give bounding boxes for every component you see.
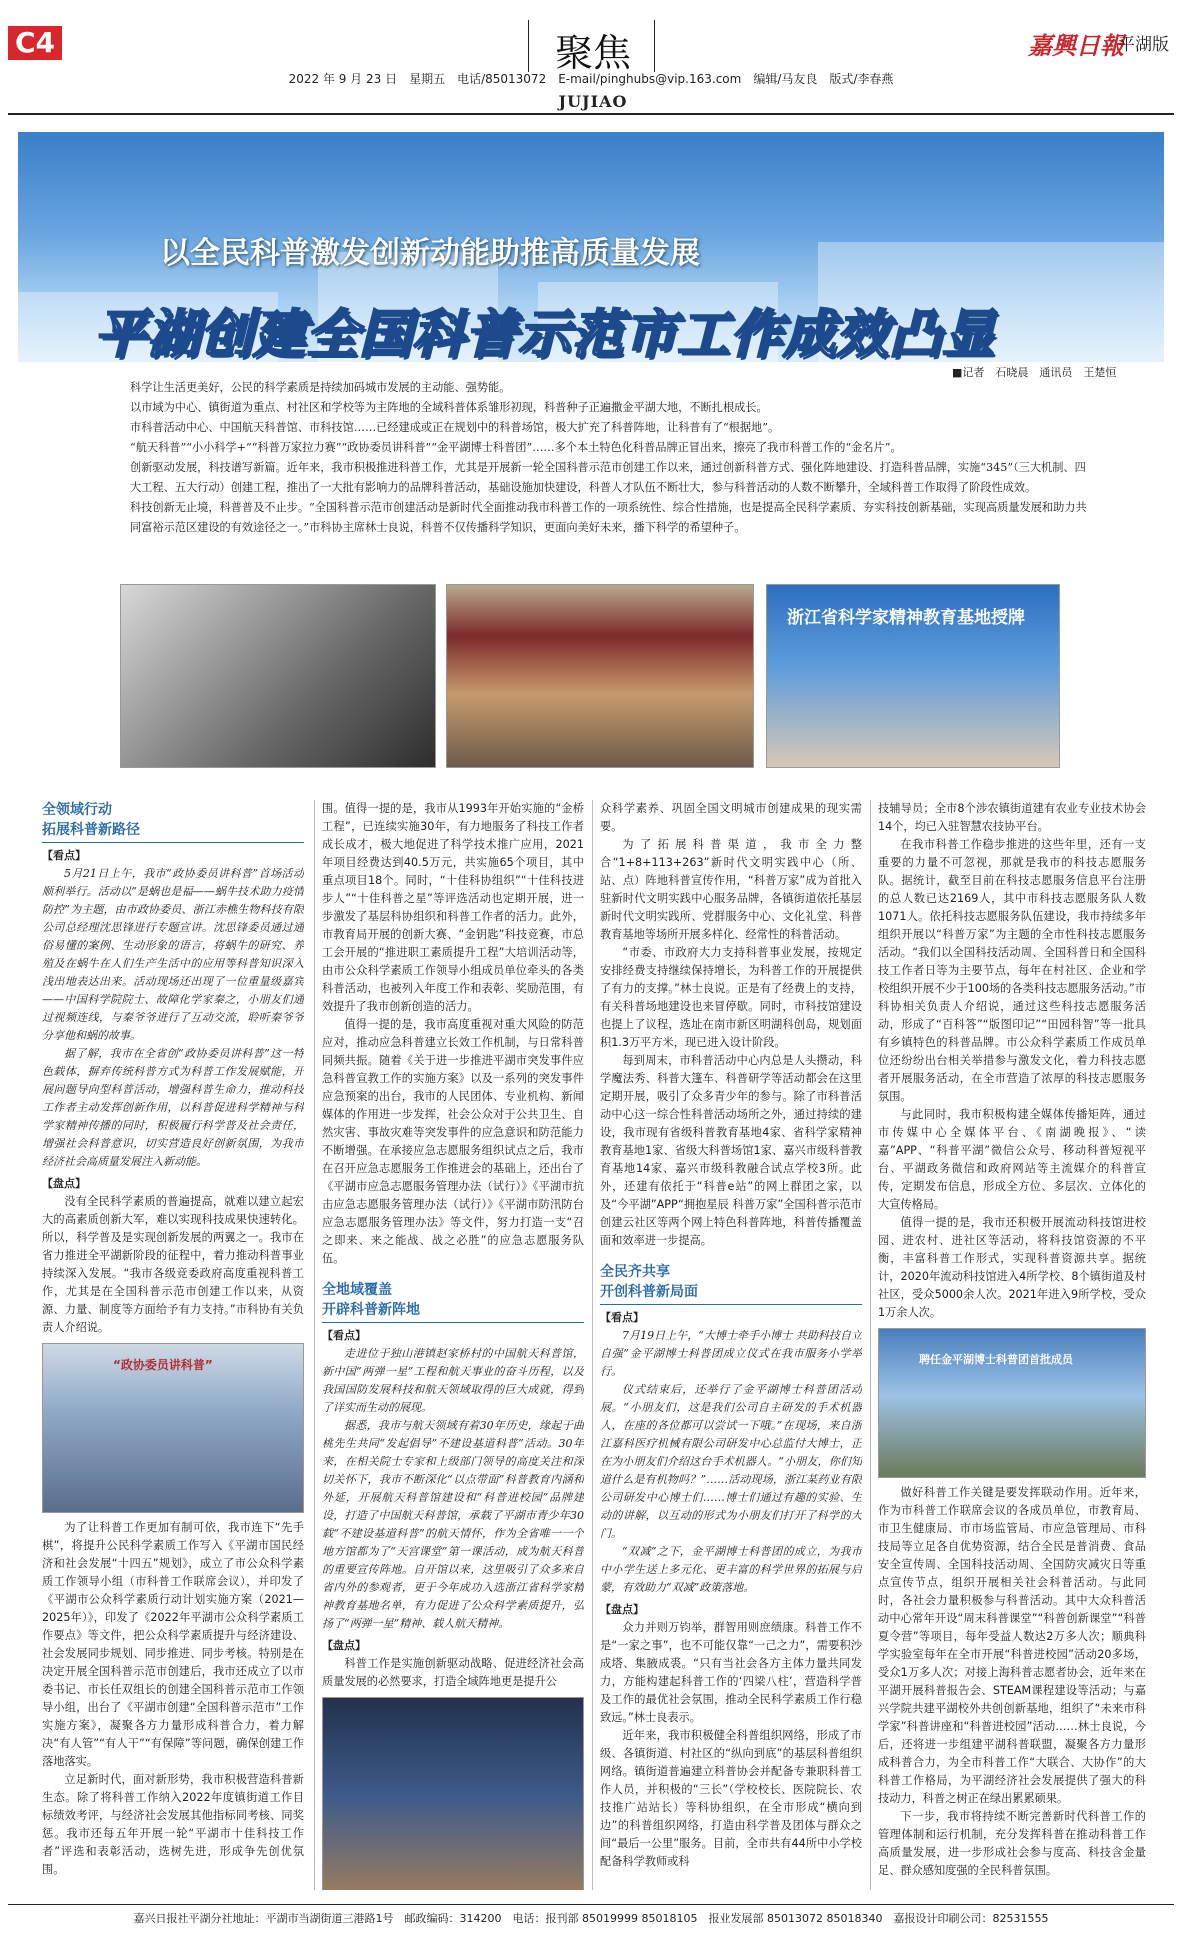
paragraph: 下一步，我市将持续不断完善新时代科普工作的管理体制和运行机制，充分发挥科普在推动科普工作高质量发展，进一步形成社会参与度高、科技含金量足、群众感知度强的全民科普氛围。 [878,1810,1146,1877]
photo-space-museum [322,1697,584,1890]
footer-info: 嘉兴日报社平湖分社地址：平湖市当湖街道三港路1号 邮政编码：314200 电话：报刊部 85019999 85018105 报业发展部 85013072 85018340 嘉报设计印刷公司：82531555 [133,1912,1049,1925]
subhead-line1: 全领域行动 [42,802,112,818]
section-name: 聚焦 [554,31,631,75]
column-2 [322,800,584,1890]
intro-paragraph: 科技创新无止境，科普普及不止步。“全国科普示范市创建活动是新时代全面推动我市科普工作的一项系统性、综合性措施，也是提高全民科学素质、夯实科技创新基础，实现高质量发展和助力共同富裕示范区建设的有效途径之一。”市科协主席林士良说，科普不仅传播科学知识，更面向美好未来，播下科学的希望种子。 [130,501,1087,534]
section-tag: 【盘点】 [42,1177,86,1190]
paragraph: 据悉，我市与航天领域有着30年历史，缘起于曲桃先生共同“发起倡导”不建设基道科普”活动。30年来，在相关院士专家和上级部门领导的高度关注和深切关怀下，我市不断深化“以点带面”科普教育内涵和外延，开展航天科普馆建设和“科普进校园”品牌建设，打造了中国航天科普馆，承载了平湖市青少年30载“不建设基道科普”的航天情怀，作为全省唯一一个地方馆都为了“天宫课堂”第一课活动，成为航天科普的重要宣传阵地。自开馆以来，这里吸引了众多来自省内外的参观者，更于今年成功入选浙江省科学家精神教育基地名单，有力促进了公众科学素质提升，弘扬了“两弹一星”精神、载人航天精神。 [322,1419,584,1630]
masthead-divider-right [654,20,655,72]
paragraph: 技辅导员；全市8个涉农镇街道建有农业专业技术协会14个，均已入驻智慧农技协平台。 [878,802,1146,833]
paragraph: 没有全民科学素质的普遍提高，就难以建立起宏大的高素质创新大军，难以实现科技成果快速转化。所以，科学普及是实现创新发展的两翼之一。我市在省力推进全平湖新阶段的征程中，着力推动科普事业持续深入发展。“我市各级竞委政府高度重视科普工作，尤其是在全国科普示范市创建工作以来，从资源、力量、制度等方面给予有力支持。”市科协有关负责人介绍说。 [42,1195,304,1334]
paragraph: 科普工作是实施创新驱动战略、促进经济社会高质量发展的必然要求，打造全域阵地更是提升公 [322,1657,584,1688]
news-photo-visit [120,584,436,768]
paragraph: 值得一提的是，我市高度重视对重大风险的防范应对，推动应急科普建立长效工作机制，与日常科普同频共振。随着《关于进一步推进平湖市突发事件应急科普宣教工作的实施方案》以及一系列的突发事件应急预案的出台，我市的人民团体、专业机构、新闻媒体的作用进一步发挥，社会公众对于公共卫生、自然灾害、事故灾难等突发事件的应急意识和防范能力不断增强。在承接应急志愿服务组织试点之后，我市在召开应急志愿服务工作推进会的基础上，还出台了《平湖市应急志愿服务管理办法（试行）》《平湖市抗击应急志愿服务管理办法（试行）》《平湖市防汛防台应急志愿服务管理办法》等文件，努力打造一支“召之即来、来之能战、战之必胜”的应急志愿服务队伍。 [322,1018,584,1265]
issue-info-line: 2022 年 9 月 23 日 星期五 电话/85013072 E-mail/pinghubs@vip.163.com 编辑/马友良 版式/李春燕 [288,72,894,86]
article-kicker: 以全民科普激发创新动能助推高质量发展 [160,236,700,271]
page-code: C4 [8,26,62,60]
paragraph: 仪式结束后，还举行了金平湖博士科普团活动展。“小朋友们，这是我们公司自主研发的手术机器人，在座的各位都可以尝试一下哦。”在现场，来自浙江嘉科医疗机械有限公司研发中心总监付大博士，正在为小朋友们介绍这台手术机器人。“小朋友，你们知道什么是有机物吗？”……活动现场，浙江某药业有限公司研发中心博士们……博士们通过有趣的实验、生动的讲解，以互动的形式为小朋友们打开了科学的大门。 [600,1383,862,1540]
look-text [42,865,304,1171]
section-tag: 【盘点】 [600,1603,644,1616]
paragraph: 为了拓展科普渠道，我市全力整合“1+8+113+263”新时代文明实践中心（所、站、点）阵地科普宣传作用，“科普万家”成为首批入驻新时代文明实践中心服务品牌，各镇街道依托基层新时代文明实践所、党群服务中心、文化礼堂、科普教育基地等场所开展多样化、经常性的科普活动。 [600,838,862,941]
paragraph: “双减”之下，金平湖博士科普团的成立，为我市中小学生送上多元化、更丰富的科学世界的拓展与启蒙，有效助力“双减”政策落地。 [600,1545,862,1594]
column-rule [592,800,593,1890]
paragraph: 做好科普工作关键是要发挥联动作用。近年来，作为市科普工作联席会议的各成员单位，市教育局、市卫生健康局、市市场监管局、市应急管理局、市科技局等立足各自优势资源，结合全民是普消费、食品安全宣传周、全国科技活动周、全国防灾减灾日等重点宣传节点，组织开展相关社会科普活动。与此同时，各社会力量积极参与科普活动。其中大众科普活动中心常年开设“周末科普课堂”“科普创新课堂”“科普夏令营”等项目，每年受益人数达2万多人次；顺典科学实验室每年在全市开展“科普进校园”活动20多场，受众1万多人次；对接上海科普志愿者协会，近年来在平湖开展科普报告会、STEAM课程建设等活动；与嘉兴学院共建平湖校外共创创新基地，组织了“未来市科学家”科普讲座和“科普进校园”活动……林士良说，今后，还将进一步组建平湖科普联盟，凝聚各方力量形成科普合力，为全市科普工作“大联合、大协作”的大科普工作格局，为平湖经济社会发展提供了强大的科技动力，科普之树正在绿出累累硕果。 [878,1486,1146,1805]
photo-sign-text: 聘任金平湖博士科普团首批成员 [919,1353,1073,1366]
intro-paragraph: “航天科普”“小小科学+”“科普万家拉力赛”“政协委员讲科普”“金平湖博士科普团”……多个本土特色化科普品牌正冒出来，擦亮了我市科普工作的“金名片”。 [130,441,902,454]
look-text [600,1327,862,1597]
intro-paragraph: 创新驱动发展，科技谱写新篇。近年来，我市积极推进科普工作，尤其是开展新一轮全国科普示范市创建工作以来，通过创新科普方式、强化阵地建设、打造科普品牌，实施“345”（三大机制、四大工程、五大行动）创建工程，推出了一大批有影响力的品牌科普活动，基础设施加快建设，科普人才队伍不断壮大，参与科普活动的人数不断攀升，全域科普工作取得了阶段性成效。 [130,461,1086,494]
section-tag: 【盘点】 [322,1639,366,1652]
section-tag: 【看点】 [600,1311,644,1324]
paragraph: 与此同时，我市积极构建全媒体传播矩阵，通过市传媒中心全媒体平台、《南湖晚报》、“读嘉”APP、“科普平湖”微信公众号、移动科普短视平台、平湖政务微信和政府网站等主流媒介的科普宣传，定期发布信息，形成全方位、多层次、立体化的大宣传格局。 [878,1108,1146,1211]
edition-name: 平湖版 [1118,35,1169,55]
article-intro [130,378,1090,538]
news-photo-plaque [766,584,1060,768]
subhead-line2: 拓展科普新路径 [42,820,304,843]
news-photo-meeting [446,584,754,768]
spacer [600,1250,862,1262]
paragraph: 众力并则万钧举，群智用则庶绩康。科普工作不是“一家之事”，也不可能仅靠“一己之力”，需要积沙成塔、集腋成裘。“只有当社会各方主体力量共同发力，方能构建起科普工作的‘四梁八柱’，营造科学普及工作的最优社会氛围，推动全民科学素质工作行稳致远。”林士良表示。 [600,1621,862,1724]
intro-paragraph: 以市域为中心、镇街道为重点、村社区和学校等为主阵地的全域科普体系雏形初现，科普种子正遍撒金平湖大地，不断扎根成长。 [130,401,768,414]
paragraph: 立足新时代，面对新形势，我市积极营造科普新生态。除了将科普工作纳入2022年度镇街道工作目标绩效考评，与经济社会发展其他指标同考核、同奖惩。我市还每五年开展一轮“平湖市十佳科技工作者”评选和表彰活动，选树先进，形成争先创优氛围。 [42,1773,304,1876]
photo-doctor-group [878,1328,1146,1478]
paragraph: 为了让科普工作更加有制可依，我市连下“先手棋”，将提升公民科学素质工作写入《平湖市国民经济和社会发展“十四五”规划》，成立了市公众科学素质工作领导小组（市科普工作联席会议），并印发了《平湖市公众科学素质行动计划实施方案（2021—2025年）》，印发了《2022年平湖市公众科学素质工作要点》等文件，把公众科学素质提升与经济建设、社会发展同步规划、同步推进、同步考核。特别是在决定开展全国科普示范市创建后，我市还成立了以市委书记、市长任双组长的创建全国科普示范市工作领导小组，出台了《平湖市创建“全国科普示范市”工作实施方案》，凝聚各方力量形成科普合力，着力解决“有人管”“有人干”“有保障”等问题，确保创建工作落地落实。 [42,1521,304,1768]
column-1 [42,800,304,1890]
paragraph: 在我市科普工作稳步推进的这些年里，还有一支重要的力量不可忽视，那就是我市的科技志愿服务队。据统计，截至目前在科技志愿服务信息平台注册的总人数已达2169人，其中市科技志愿服务队人数1071人。依托科技志愿服务队伍建设，我市持续多年组织开展以“科普万家”为主题的全市性科技志愿服务活动。“我们以全国科技活动周、全国科普日和全国科技工作者日等为主要节点，每年在村社区、企业和学校组织开展不少于100场的各类科技志愿服务活动。”市科协相关负责人介绍说，通过这些科技志愿服务活动，形成了“百科答”“版图印记”“田园科智”等一批具有乡镇特色的科普品牌。市公众科学素质工作成员单位还纷纷出台相关举措参与激发文化，着力科技志愿者开展服务活动，在全市营造了浓厚的科技志愿服务氛围。 [878,838,1146,1103]
article-byline: ■记者 石晓晨 通讯员 王楚恒 [952,366,1117,379]
column-3 [600,800,862,1890]
paragraph: “市委、市政府大力支持科普事业发展，按规定安排经费支持继续保持增长，为科普工作的开展提供了有力的支撑。”林士良说。正是有了经费上的支持，有关科普场地建设也来冒停歇。同时，市科技馆建设也提上了议程，选址在南市新区明湖科创岛，规划面积1.3万平方米，现已进入设计阶段。 [600,946,862,1049]
spacer [322,1268,584,1280]
footer-rule [8,1904,1174,1905]
intro-paragraph: 市科普活动中心、中国航天科普馆、市科技馆……已经建成或正在规划中的科普场馆，极大扩充了科普阵地，让科普有了“根据地”。 [130,421,780,434]
paragraph: 7月19日上午，“大博士牵手小博士 共助科技自立自强”金平湖博士科普团成立仪式在我市服务小学举行。 [600,1329,862,1378]
subhead-line1: 全地域覆盖 [322,1282,392,1298]
section-tag: 【看点】 [42,849,86,862]
section-tag: 【看点】 [322,1329,366,1342]
paragraph: 5月21日上午，我市“政协委员讲科普”首场活动顺利举行。活动以“是蜗也是福——蜗牛技术助力疫情防控”为主题，由市政协委员、浙江赤樵生物科技有限公司总经理沈思锋进行专题宣讲。沈思锋委员通过通俗易懂的案例、生动形象的语言，将蜗牛的研究、养殖及在蜗牛在人们生产生活中的应用等科普知识深入浅出地表达出来。活动现场还出现了一位重量级嘉宾——中国科学院院士、故障化学家秦之，小朋友们通过视频连线，与秦爷爷进行了互动交流，聆听秦爷爷分享他和蜗的故事。 [42,867,304,1042]
paragraph: 走进位于独山港镇赵家桥村的中国航天科普馆，新中国“两弹一星”工程和航天事业的奋斗历程，以及我国国防发展科技和航天领域取得的巨大成就，得到了详实而生动的展现。 [322,1347,584,1414]
column-rule [870,800,871,1890]
paragraph: 围。值得一提的是，我市从1993年开始实施的“金桥工程”，已连续实施30年，有力地服务了科技工作者成长成才，极大地促进了科学技术推广应用，2021年项目经费达到40.5万元，共实施65个项目，其中重点项目18个。同时，“十佳科协组织”“十佳科技进步人”“十佳科普之星”等评选活动也定期开展，进一步激发了基层科协组织和科普工作者的活力。此外，市教育局开展的创新大赛、“金钥匙”科技竞赛，市总工会开展的“推进职工素质提升工程”大培训活动等，由市公众科学素质工作领导小组成员单位牵头的各类科普活动，也被列入年度工作和表彰、奖励范围，有效提升了我市创新创造的活力。 [322,802,584,1013]
column-4 [878,800,1146,1890]
subhead-line2: 开创科普新局面 [600,1282,862,1305]
paragraph: 每到周末，市科普活动中心内总是人头攒动，科学魔法秀、科普大篷车、科普研学等活动都会在这里定期开展，吸引了众多青少年的参与。除了市科普活动中心这一综合性科普活动场所之外，通过持续的建设，我市现有省级科普教育基地4家、省科学家精神教育基地1家、省级大科普场馆1家、嘉兴市级科普教育基地14家、嘉兴市级科教融合试点学校3所。此外，还建有依托于“科普e站”的网上群团之家，以及“今平湖”APP“拥抱星辰 科普万家”全国科普示范市创建云社区等两个网上特色科普阵地，科普传播覆盖面和效率进一步提高。 [600,1054,862,1247]
masthead-divider-left [528,20,529,72]
subhead-line1: 全民齐共享 [600,1264,670,1280]
section-pinyin: JUJIAO [558,92,628,111]
paragraph: 值得一提的是，我市还积极开展流动科技馆进校园、进农村、进社区等活动，将科技馆资源的不平衡，丰富科普工作形式，实现科普资源共享。据统计，2020年流动科技馆进入4所学校、8个镇街道及村社区，受众5000余人次。2021年进入9所学校，受众1万余人次。 [878,1216,1146,1319]
photo-lecture [42,1343,304,1513]
article-headline: 平湖创建全国科普示范市工作成效凸显 [94,305,996,365]
photo-sign-text: “政协委员讲科普” [113,1358,213,1372]
masthead-rule [8,113,1174,115]
subhead-line2: 开辟科普新阵地 [322,1300,584,1323]
column-rule [314,800,315,1890]
photo-sign-text: 浙江省科学家精神教育基地授牌 [787,608,1025,628]
intro-paragraph: 科学让生活更美好，公民的科学素质是持续加码城市发展的主动能、强势能。 [130,381,511,394]
paragraph: 众科学素养、巩固全国文明城市创建成果的现实需要。 [600,802,862,833]
look-text [322,1345,584,1633]
newspaper-logo: 嘉興日報 [1028,31,1124,60]
paragraph: 近年来，我市积极健全科普组织网络，形成了市级、各镇街道、村社区的“纵向到底”的基层科普组织网络。镇街道普遍建立科普协会并配备专兼职科普工作人员，并积极的“三长”（学校校长、医院院长、农技推广站站长）等科协组织，在全市形成“横向到边”的科普组织网络，打造由科学普及团体与群众之间“最后一公里”服务。目前，全市共有44所中小学校配备科学教师或科 [600,1729,862,1868]
paragraph: 据了解，我市在全省创“政协委员讲科普”这一特色载体，摒弃传统科普方式为科普工作发展赋能，开展问题导向型科普活动，增强科普生命力，推动科技工作者主动发挥创新作用，以科普促进科学精神与科学家精神传播的同时，积极履行科学普及社会责任，增强社会科普意识，切实营造良好创新氛围，为我市经济社会高质量发展注入新动能。 [42,1047,304,1168]
